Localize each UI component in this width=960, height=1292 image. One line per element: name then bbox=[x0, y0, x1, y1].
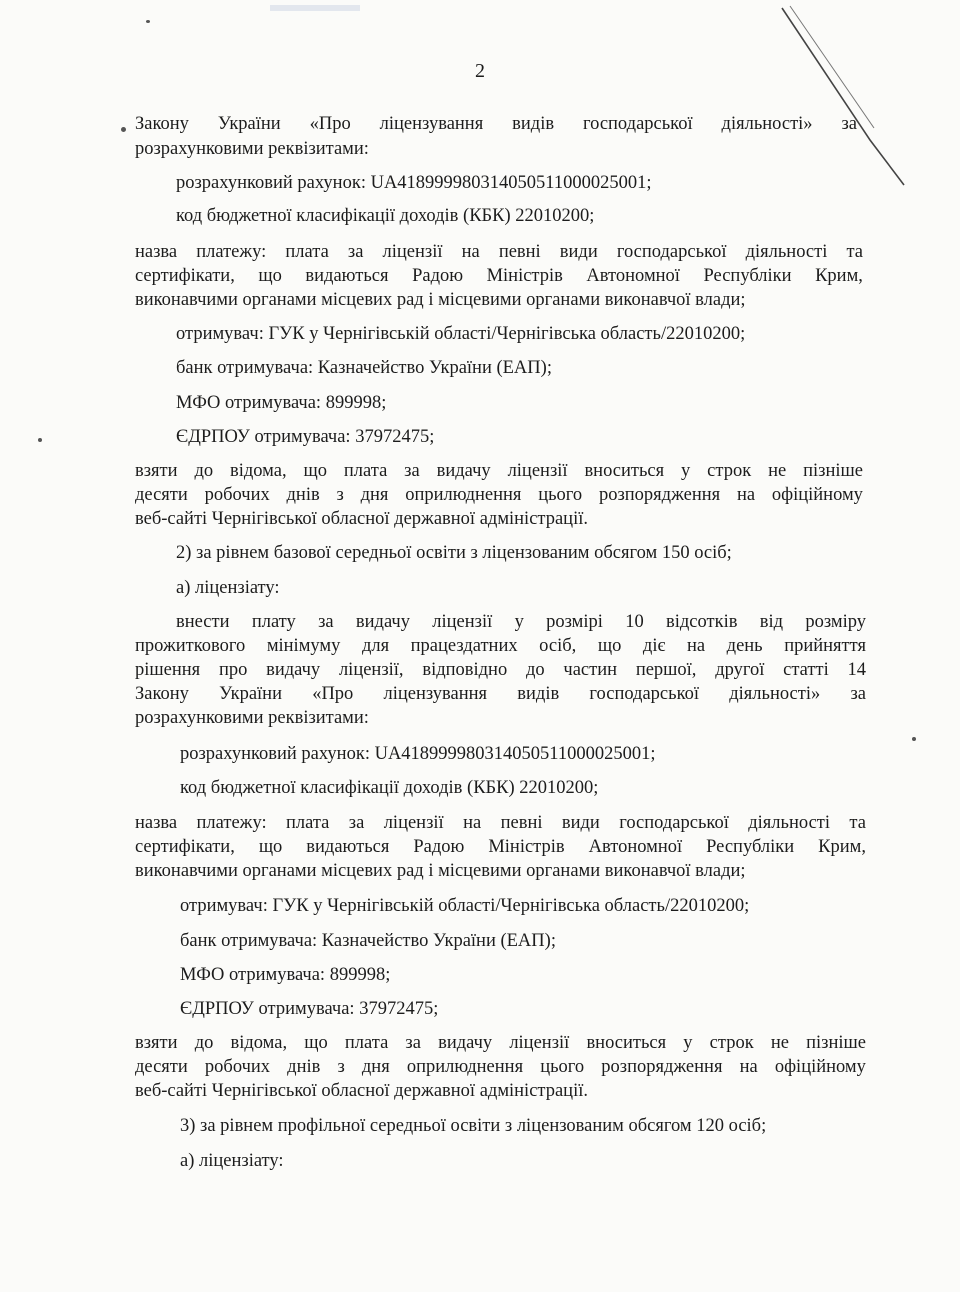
word: на bbox=[739, 1057, 758, 1077]
word: розпорядження bbox=[601, 1057, 723, 1077]
word: певні bbox=[498, 242, 541, 262]
word: діяльності» bbox=[721, 114, 813, 134]
scan-dot bbox=[146, 20, 150, 23]
word: оприлюднення bbox=[406, 1057, 524, 1077]
word: не bbox=[770, 1033, 789, 1053]
word: внести bbox=[176, 612, 230, 632]
word: розмірі bbox=[546, 612, 603, 632]
word: за bbox=[404, 461, 420, 481]
word: цього bbox=[540, 1057, 585, 1077]
word: ліцензії, bbox=[338, 660, 404, 680]
word: плату bbox=[251, 612, 296, 632]
word: у bbox=[681, 461, 691, 481]
word: відсотків bbox=[666, 612, 738, 632]
text-line-justified bbox=[135, 812, 866, 834]
word: до bbox=[525, 660, 545, 680]
text-line: веб-сайті Чернігівської обласної державної адміністрації. bbox=[135, 1081, 588, 1101]
word: Міністрів bbox=[486, 266, 563, 286]
word: мінімуму bbox=[266, 636, 341, 656]
word: строк bbox=[709, 1033, 754, 1053]
word: видів bbox=[517, 684, 560, 704]
word: день bbox=[726, 636, 763, 656]
word: днів bbox=[287, 1057, 321, 1077]
word: діяльності bbox=[748, 813, 831, 833]
text-line: розрахунковими реквізитами: bbox=[135, 139, 369, 159]
text-line: ЄДРПОУ отримувача: 37972475; bbox=[176, 427, 435, 447]
word: з bbox=[336, 485, 344, 505]
word: від bbox=[759, 612, 784, 632]
word: що bbox=[304, 1033, 328, 1053]
word: господарської bbox=[619, 813, 729, 833]
scan-dot bbox=[38, 438, 42, 442]
text-line: МФО отримувача: 899998; bbox=[176, 393, 387, 413]
page-number: 2 bbox=[475, 60, 485, 82]
word: прожиткового bbox=[135, 636, 246, 656]
word: не bbox=[768, 461, 787, 481]
text-line: код бюджетної класифікації доходів (КБК) 22010200; bbox=[176, 206, 595, 226]
word: розпорядження bbox=[598, 485, 721, 505]
word: десяти bbox=[135, 1057, 188, 1077]
text-line-justified bbox=[135, 460, 863, 482]
word: Крим, bbox=[815, 266, 863, 286]
word: України bbox=[217, 114, 281, 134]
word: види bbox=[561, 813, 600, 833]
word: видів bbox=[512, 114, 555, 134]
word: Автономної bbox=[588, 837, 683, 857]
word: розміру bbox=[805, 612, 866, 632]
word: та bbox=[846, 242, 863, 262]
text-line: виконавчими органами місцевих рад і місцевими органами виконавчої влади; bbox=[135, 861, 746, 881]
word: відома, bbox=[230, 461, 287, 481]
text-line: а) ліцензіату: bbox=[180, 1151, 284, 1171]
word: вноситься bbox=[586, 1033, 667, 1053]
word: видачу bbox=[266, 660, 321, 680]
word: дня bbox=[361, 1057, 390, 1077]
word: 14 bbox=[847, 660, 866, 680]
word: «Про bbox=[309, 114, 351, 134]
text-line: а) ліцензіату: bbox=[176, 578, 280, 598]
word: що bbox=[597, 636, 622, 656]
word: Закону bbox=[135, 114, 189, 134]
word: господарської bbox=[616, 242, 727, 262]
word: Закону bbox=[135, 684, 189, 704]
word: платежу: bbox=[196, 813, 267, 833]
word: з bbox=[337, 1057, 345, 1077]
text-line-justified bbox=[135, 635, 866, 657]
text-line-justified bbox=[135, 241, 863, 263]
word: у bbox=[514, 612, 524, 632]
word: діє bbox=[642, 636, 666, 656]
word: види bbox=[559, 242, 598, 262]
word: взяти bbox=[135, 1033, 178, 1053]
text-line-justified bbox=[135, 836, 866, 858]
word: за bbox=[841, 114, 857, 134]
word: видачу bbox=[438, 1033, 493, 1053]
scan-dot bbox=[912, 737, 916, 741]
text-line: МФО отримувача: 899998; bbox=[180, 965, 391, 985]
word: сертифікати, bbox=[135, 266, 235, 286]
word: назва bbox=[135, 242, 178, 262]
word: дня bbox=[360, 485, 389, 505]
word: про bbox=[218, 660, 248, 680]
word: ліцензії bbox=[509, 1033, 570, 1053]
text-line: 3) за рівнем профільної середньої освіти з ліцензованим обсягом 120 осіб; bbox=[180, 1116, 767, 1136]
word: Республіки bbox=[703, 266, 792, 286]
word: 10 bbox=[625, 612, 644, 632]
word: що bbox=[258, 837, 283, 857]
word: видачу bbox=[355, 612, 410, 632]
word: пізніше bbox=[803, 461, 863, 481]
word: на bbox=[736, 485, 756, 505]
word: ліцензії bbox=[382, 242, 443, 262]
word: частин bbox=[563, 660, 618, 680]
word: до bbox=[194, 461, 214, 481]
text-line: отримувач: ГУК у Чернігівській області/Чернігівська область/22010200; bbox=[180, 896, 750, 916]
text-line: розрахунковий рахунок: UA418999980314050511000025001; bbox=[180, 744, 656, 764]
word: платежу: bbox=[196, 242, 267, 262]
text-line: код бюджетної класифікації доходів (КБК) 22010200; bbox=[180, 778, 599, 798]
word: другої bbox=[715, 660, 765, 680]
word: ліцензії bbox=[432, 612, 493, 632]
word: взяти bbox=[135, 461, 178, 481]
word: оприлюднення bbox=[405, 485, 522, 505]
word: Автономної bbox=[586, 266, 680, 286]
word: назва bbox=[135, 813, 178, 833]
word: рішення bbox=[135, 660, 201, 680]
text-line-justified bbox=[176, 611, 866, 633]
text-line: банк отримувача: Казначейство України (ЕАП); bbox=[176, 358, 552, 378]
word: за bbox=[348, 813, 365, 833]
word: певні bbox=[500, 813, 543, 833]
word: Радою bbox=[412, 266, 464, 286]
word: робочих bbox=[204, 1057, 271, 1077]
text-line-justified bbox=[135, 659, 866, 681]
word: до bbox=[194, 1033, 214, 1053]
text-line: отримувач: ГУК у Чернігівській області/Чернігівська область/22010200; bbox=[176, 324, 746, 344]
word: за bbox=[347, 242, 364, 262]
word: вноситься bbox=[584, 461, 665, 481]
word: на bbox=[463, 813, 482, 833]
word: статті bbox=[783, 660, 829, 680]
word: сертифікати, bbox=[135, 837, 235, 857]
word: що bbox=[258, 266, 282, 286]
word: діяльності bbox=[745, 242, 828, 262]
word: днів bbox=[286, 485, 320, 505]
word: діяльності» bbox=[729, 684, 821, 704]
scan-dot bbox=[121, 127, 126, 132]
text-line-justified bbox=[135, 265, 863, 287]
word: пізніше bbox=[806, 1033, 866, 1053]
word: ліцензування bbox=[379, 114, 484, 134]
word: видаються bbox=[306, 837, 390, 857]
word: плата bbox=[344, 1033, 389, 1053]
text-line: банк отримувача: Казначейство України (ЕАП); bbox=[180, 931, 556, 951]
word: за bbox=[405, 1033, 421, 1053]
text-line-justified bbox=[135, 683, 866, 705]
word: плата bbox=[343, 461, 388, 481]
word: України bbox=[219, 684, 282, 704]
text-line-justified bbox=[135, 1032, 866, 1054]
word: у bbox=[683, 1033, 693, 1053]
word: відповідно bbox=[422, 660, 508, 680]
word: Крим, bbox=[818, 837, 866, 857]
word: десяти bbox=[135, 485, 188, 505]
text-line: веб-сайті Чернігівської обласної державної адміністрації. bbox=[135, 509, 588, 529]
word: відома, bbox=[230, 1033, 288, 1053]
word: видачу bbox=[436, 461, 491, 481]
word: ліцензії bbox=[383, 813, 444, 833]
word: працездатних bbox=[410, 636, 518, 656]
word: господарської bbox=[582, 114, 693, 134]
word: видаються bbox=[305, 266, 389, 286]
word: за bbox=[318, 612, 334, 632]
word: на bbox=[686, 636, 706, 656]
text-line: 2) за рівнем базової середньої освіти з ліцензованим обсягом 150 осіб; bbox=[176, 543, 732, 563]
word: «Про bbox=[312, 684, 354, 704]
word: за bbox=[850, 684, 866, 704]
word: офіційному bbox=[771, 485, 863, 505]
word: цього bbox=[538, 485, 583, 505]
word: прийняття bbox=[784, 636, 866, 656]
word: ліцензії bbox=[507, 461, 568, 481]
word: офіційному bbox=[774, 1057, 866, 1077]
word: ліцензування bbox=[383, 684, 488, 704]
word: Радою bbox=[413, 837, 465, 857]
word: осіб, bbox=[539, 636, 577, 656]
text-line-justified bbox=[135, 1056, 866, 1078]
word: Міністрів bbox=[488, 837, 565, 857]
word: на bbox=[461, 242, 480, 262]
word: робочих bbox=[204, 485, 270, 505]
text-line: розрахунковими реквізитами: bbox=[135, 708, 369, 728]
text-line: виконавчими органами місцевих рад і місцевими органами виконавчої влади; bbox=[135, 290, 746, 310]
text-line-justified bbox=[135, 113, 857, 135]
text-line: ЄДРПОУ отримувача: 37972475; bbox=[180, 999, 439, 1019]
text-line: розрахунковий рахунок: UA418999980314050511000025001; bbox=[176, 173, 652, 193]
word: строк bbox=[707, 461, 752, 481]
word: плата bbox=[285, 242, 329, 262]
word: для bbox=[361, 636, 390, 656]
word: господарської bbox=[589, 684, 700, 704]
word: та bbox=[849, 813, 866, 833]
word: що bbox=[303, 461, 327, 481]
word: першої, bbox=[635, 660, 697, 680]
word: плата bbox=[286, 813, 330, 833]
word: Республіки bbox=[706, 837, 795, 857]
text-line-justified bbox=[135, 484, 863, 506]
